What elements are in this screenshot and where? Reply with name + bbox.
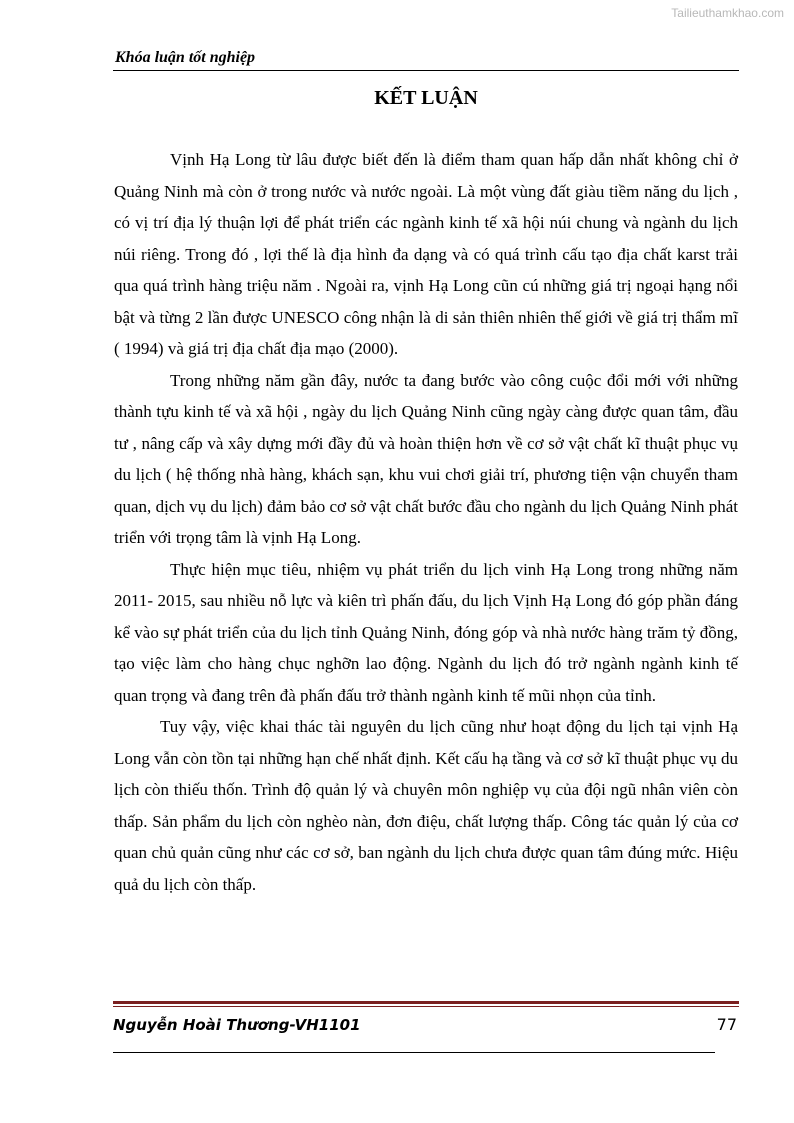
footer-divider-thin xyxy=(113,1006,739,1007)
paragraph-4: Tuy vậy, việc khai thác tài nguyên du lịch cũng như hoạt động du lịch tại vịnh Hạ Long vẫn còn tồn tại những hạn chế nhất định. Kết cấu hạ tầng và cơ sở kĩ thuật phục vụ du lịch còn thiếu thốn. Trình độ quản lý và chuyên môn nghiệp vụ của đội ngũ nhân viên còn thấp. Sản phẩm du lịch còn nghèo nàn, đơn điệu, chất lượng thấp. Công tác quản lý của cơ quan chủ quản cũng như các cơ sở, ban ngành du lịch chưa được quan tâm đúng mức. Hiệu quả du lịch còn thấp. xyxy=(114,717,738,894)
footer-author: Nguyễn Hoài Thương-VH1101 xyxy=(113,1016,361,1034)
paragraph-3: Thực hiện mục tiêu, nhiệm vụ phát triển du lịch vinh Hạ Long trong những năm 2011- 2015, sau nhiều nỗ lực và kiên trì phấn đấu, du lịch Vịnh Hạ Long đó góp phần đáng kể vào sự phát triển của du lịch tỉnh Quảng Ninh, đóng góp và nhà nước hàng trăm tỷ đồng, tạo việc làm cho hàng chục nghỡn lao động. Ngành du lịch đó trở ngành ngành kinh tế quan trọng và đang trên đà phấn đấu trở thành ngành kinh tế mũi nhọn của tỉnh. xyxy=(114,559,738,705)
watermark-text: Tailieuthamkhao.com xyxy=(671,6,784,20)
document-title: KẾT LUẬN xyxy=(374,87,478,109)
paragraph-1: Vịnh Hạ Long từ lâu được biết đến là điểm tham quan hấp dẫn nhất không chỉ ở Quảng Ninh mà còn ở trong nước và nước ngoài. Là một vùng đất giàu tiềm năng du lịch , có vị trí địa lý thuận lợi để phát triển các ngành kinh tế xã hội núi chung và ngành du lịch núi riêng. Trong đó , lợi thế là địa hình đa dạng và có quá trình cấu tạo địa chất karst trải qua quá trình hàng triệu năm . Ngoài ra, vịnh Hạ Long cũn cú những giá trị ngoại hạng nổi bật và từng 2 lần được UNESCO công nhận là di sản thiên nhiên thế giới về giá trị thẩm mĩ ( 1994) và giá trị địa chất địa mạo (2000). xyxy=(114,150,738,358)
document-body xyxy=(114,144,738,900)
header-title: Khóa luận tốt nghiệp xyxy=(115,49,256,66)
header-divider xyxy=(113,70,739,71)
paragraph-2: Trong những năm gần đây, nước ta đang bước vào công cuộc đổi mới với những thành tựu kinh tế và xã hội , ngày du lịch Quảng Ninh cũng ngày càng được quan tâm, đầu tư , nâng cấp và xây dựng mới đầy đủ và hoàn thiện hơn về cơ sở vật chất kĩ thuật phục vụ du lịch ( hệ thống nhà hàng, khách sạn, khu vui chơi giải trí, phương tiện vận chuyển tham quan, dịch vụ du lịch) đảm bảo cơ sở vật chất bước đầu cho ngành du lịch Quảng Ninh phát triển với trọng tâm là vịnh Hạ Long. xyxy=(114,370,738,547)
footer-divider-thick xyxy=(113,1001,739,1004)
footer-bottom-divider xyxy=(113,1052,715,1053)
page-number: 77 xyxy=(716,1015,737,1034)
